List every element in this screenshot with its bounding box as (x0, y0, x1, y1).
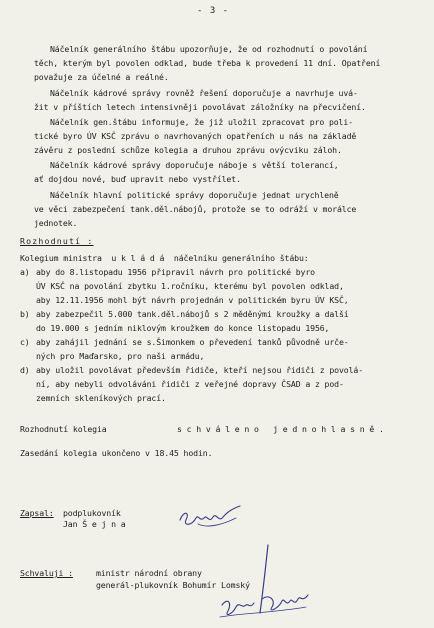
decision-heading: Rozhodnutí : (20, 236, 94, 246)
decision-item-b-marker: b) (20, 309, 30, 319)
decision-item-d-line-1: aby uložil povolávat především řidiče, kteří nejsou řidiči z povolá- (36, 365, 364, 375)
paragraph-5-line-1: Náčelník hlavní politické správy doporučuje jednat urychleně (50, 190, 339, 200)
paragraph-4-line-1: Náčelník kádrové správy doporučuje náboje s větší tolerancí, (50, 160, 339, 170)
approval-result: s c h v á l e n o j e d n o h l a s n ě . (177, 424, 384, 434)
decision-item-c-marker: c) (20, 337, 30, 347)
page-number: - 3 - (197, 6, 230, 16)
decision-item-a-line-1: aby do 8.listopadu 1956 připravil návrh pro politické byro (36, 267, 315, 277)
approver-name: generál-plukovník Bohumír Lomský (96, 580, 250, 590)
approver-handwritten-signature (212, 543, 312, 623)
approved-by-label: Schvaluji : (20, 568, 73, 578)
paragraph-1-line-2: těch, kterým byl povolen odklad, bude třeba k provedení 11 dní. Opatření (34, 58, 381, 68)
paragraph-2-line-1: Náčelník kádrové správy rovněž řešení doporučuje a navrhuje uvá- (50, 88, 358, 98)
approver-title: ministr národní obrany (96, 568, 202, 578)
decision-item-d-marker: d) (20, 365, 30, 375)
closing-line: Zasedání kolegia ukončeno v 18.45 hodin. (20, 448, 213, 458)
paragraph-4-line-2: ať dojdou nové, buď upravit nebo vystřílet. (34, 174, 241, 184)
paragraph-5-line-2: ve věci zabezpečení tank.děl.nábojů, protože se to odráží v morálce (34, 204, 357, 214)
paragraph-3-line-3: závěru z poslední schůze kolegia a druhou zprávu ovýcviku záloh. (34, 145, 342, 155)
recorded-by-label: Zapsal: (20, 508, 54, 518)
paragraph-3-line-2: tické byro ÚV KSČ zprávu o navrhovaných opatřeních u nás na základě (34, 131, 357, 141)
decision-item-d-line-3: zemních skleníkových prací. (36, 393, 166, 403)
paragraph-1-line-3: považuje za účelné a reálné. (34, 72, 169, 82)
decision-item-a-line-3: aby 12.11.1956 mohl být návrh projednán v politickém byru ÚV KSČ, (36, 295, 349, 305)
decision-item-a-line-2: ÚV KSČ na povolání zbytku 1.ročníku, kterému byl povolen odklad, (36, 281, 344, 291)
paragraph-5-line-3: jednotek. (34, 218, 78, 228)
decision-item-b-line-1: aby zabezpečil 5.000 tank.děl.nábojů s 2 měděnými kroužky a další (36, 309, 349, 319)
recorder-handwritten-signature (176, 502, 246, 532)
paragraph-2-line-2: žit v příštích letech intensivněji povolávat záložníky na přecvičení. (34, 102, 366, 112)
decision-item-a-marker: a) (20, 267, 30, 277)
decision-item-b-line-2: do 19.000 s jedním niklovým kroužkem do konce listopadu 1956, (36, 323, 330, 333)
recorder-name: Jan Š e j n a (63, 519, 126, 529)
paragraph-1-line-1: Náčelník generálního štábu upozorňuje, že od rozhodnutí o povolání (50, 44, 368, 54)
decision-item-c-line-1: aby zahájil jednání se s.Šimonkem o převedení tanků původně urče- (36, 337, 349, 347)
approval-text: Rozhodnutí kolegia (20, 424, 107, 434)
recorder-rank: podplukovník (63, 508, 121, 518)
decision-intro: Kolegium ministra u k l á d á náčelníku generálního štábu: (20, 253, 309, 263)
decision-item-d-line-2: ní, aby nebyli odvoláváni řidiči z veřejné dopravy ČSAD a z pod- (36, 379, 344, 389)
decision-item-c-line-2: ných pro Maďarsko, pro naši armádu, (36, 351, 205, 361)
paragraph-3-line-1: Náčelník gen.štábu informuje, že již uložil zpracovat pro poli- (50, 117, 353, 127)
